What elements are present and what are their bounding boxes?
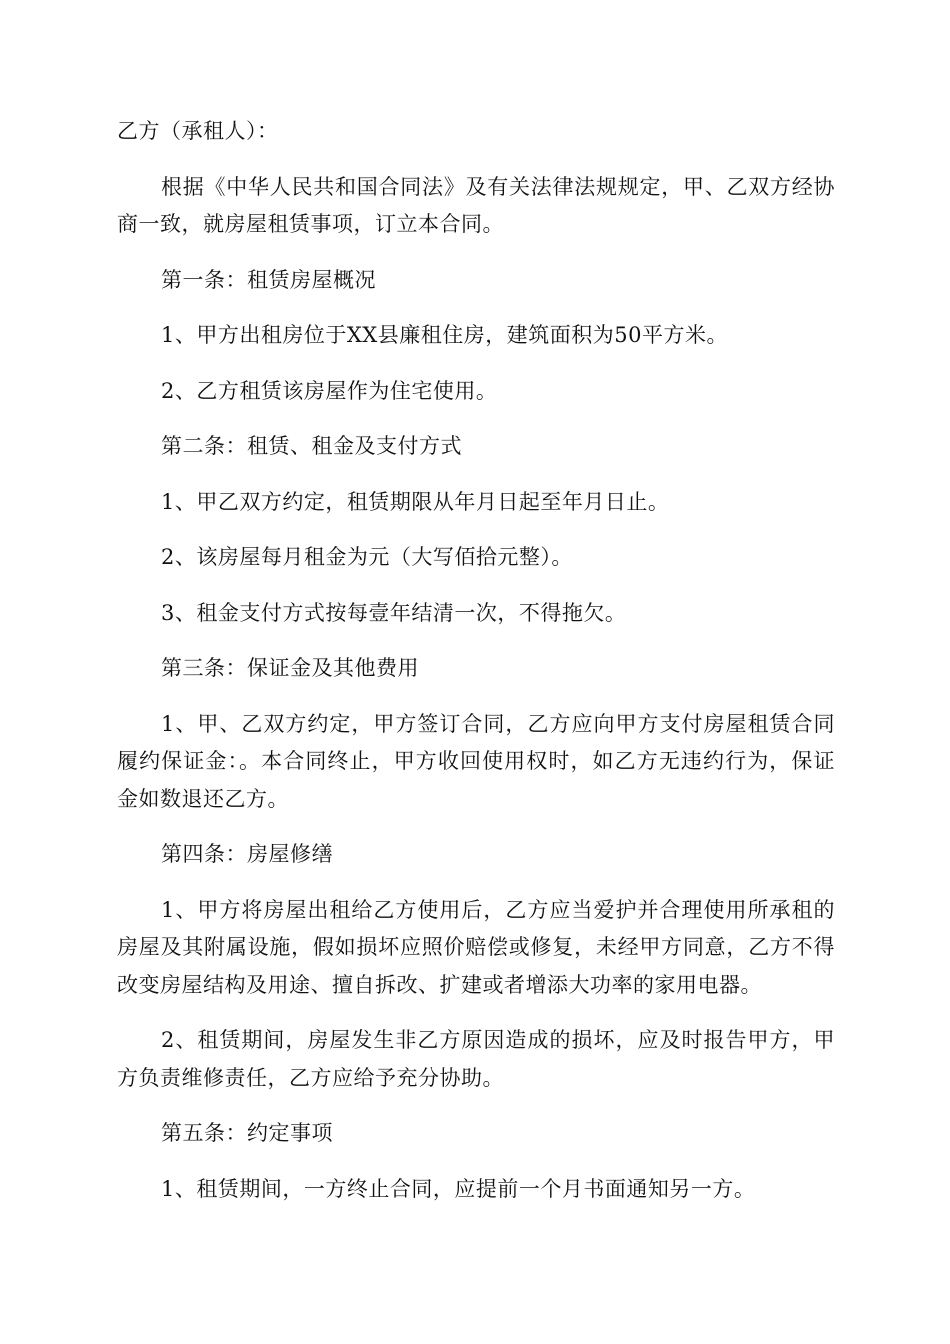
preamble-paragraph: 根据《中华人民共和国合同法》及有关法律法规规定，甲、乙双方经协商一致，就房屋租赁事项，订立本合同。 [117,174,835,236]
article-3-heading: 第三条：保证金及其他费用 [161,656,419,680]
party-b-line: 乙方（承租人）： [117,119,279,143]
article-1-clause-2: 2、乙方租赁该房屋作为住宅使用。 [161,378,498,403]
article-3-clause-1: 1、甲、乙双方约定，甲方签订合同，乙方应向甲方支付房屋租赁合同履约保证金：。本合同终止，甲方收回使用权时，如乙方无违约行为，保证金如数退还乙方。 [117,711,835,811]
article-4-clause-2: 2、租赁期间，房屋发生非乙方原因造成的损坏，应及时报告甲方，甲方负责维修责任，乙方应给予充分协助。 [117,1028,835,1090]
article-2-clause-3: 3、租金支付方式按每壹年结清一次，不得拖欠。 [161,600,627,625]
contract-body [117,113,835,1226]
article-2-clause-1: 1、甲乙双方约定，租赁期限从年月日起至年月日止。 [161,489,670,514]
article-1-clause-1: 1、甲方出租房位于XX县廉租住房，建筑面积为50平方米。 [161,323,728,347]
article-2-heading: 第二条：租赁、租金及支付方式 [161,434,462,458]
article-4-heading: 第四条：房屋修缮 [161,842,333,866]
article-5-clause-1: 1、租赁期间，一方终止合同，应提前一个月书面通知另一方。 [161,1176,756,1201]
article-1-heading: 第一条：租赁房屋概况 [161,267,376,292]
article-5-heading: 第五条：约定事项 [161,1121,333,1145]
article-2-clause-2: 2、该房屋每月租金为元（大写佰拾元整）。 [161,545,573,569]
article-4-clause-1: 1、甲方将房屋出租给乙方使用后，乙方应当爱护并合理使用所承租的房屋及其附属设施，假如损坏应照价赔偿或修复，未经甲方同意，乙方不得改变房屋结构及用途、擅自拆改、扩建或者增添大功率的家用电器。 [117,897,835,997]
